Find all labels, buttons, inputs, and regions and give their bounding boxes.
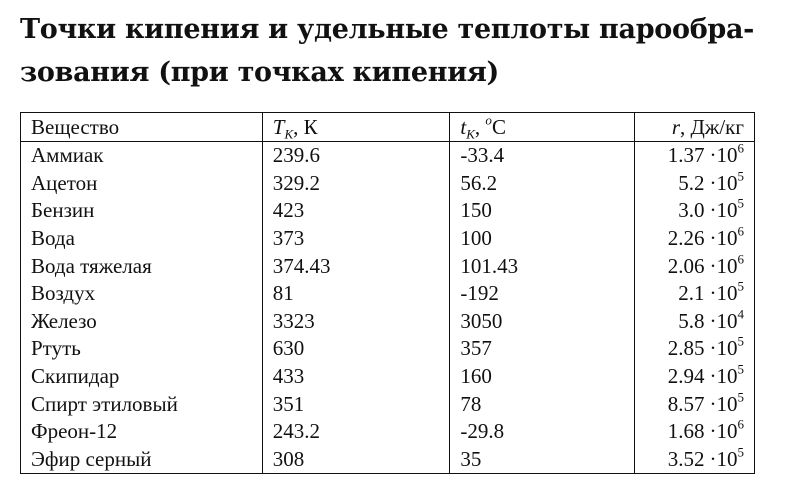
tc-unit: C xyxy=(491,114,506,139)
kelvin-cell: 433 xyxy=(262,363,450,391)
heat-exponent: 5 xyxy=(737,361,744,377)
power-base: ·10 xyxy=(709,143,738,168)
heat-exponent: 6 xyxy=(737,416,744,432)
heat-cell xyxy=(635,335,755,363)
tk-subscript: K xyxy=(284,126,294,142)
power-base: ·10 xyxy=(709,226,738,251)
power-base: ·10 xyxy=(709,336,738,361)
celsius-cell: 150 xyxy=(450,197,635,225)
celsius-cell: 160 xyxy=(450,363,635,391)
heat-exponent: 5 xyxy=(737,333,744,349)
substance-cell: Аммиак xyxy=(21,142,263,170)
heat-cell xyxy=(635,142,755,170)
power-base: ·10 xyxy=(709,281,738,306)
heat-mantissa: 2.1 xyxy=(678,281,705,306)
substance-cell: Ацетон xyxy=(21,170,263,198)
table-row xyxy=(21,335,755,363)
header-substance: Вещество xyxy=(21,113,263,142)
substance-cell: Фреон-12 xyxy=(21,418,263,446)
heat-cell xyxy=(635,225,755,253)
table-row xyxy=(21,363,755,391)
celsius-cell: -33.4 xyxy=(450,142,635,170)
heat-cell xyxy=(635,390,755,418)
tk-unit: , К xyxy=(293,114,318,139)
kelvin-cell: 3323 xyxy=(262,308,450,336)
title-line-1: Точки кипения и удельные теплоты парообра- xyxy=(20,14,755,45)
heat-exponent: 4 xyxy=(737,306,744,322)
heat-mantissa: 2.06 xyxy=(667,253,705,278)
table-body xyxy=(21,142,755,474)
substance-cell: Ртуть xyxy=(21,335,263,363)
heat-cell xyxy=(635,363,755,391)
celsius-cell: 357 xyxy=(450,335,635,363)
heat-exponent: 5 xyxy=(737,195,744,211)
header-celsius-temp xyxy=(450,113,635,142)
power-base: ·10 xyxy=(709,253,738,278)
heat-cell xyxy=(635,252,755,280)
table-row xyxy=(21,280,755,308)
heat-cell xyxy=(635,170,755,198)
title-line-2: зования (при точках кипения) xyxy=(20,57,500,88)
heat-mantissa: 3.0 xyxy=(678,198,705,223)
heat-mantissa: 2.26 xyxy=(667,226,705,251)
table-row xyxy=(21,225,755,253)
table-row xyxy=(21,308,755,336)
heat-mantissa: 1.37 xyxy=(667,143,705,168)
substance-cell: Эфир серный xyxy=(21,446,263,474)
substance-cell: Железо xyxy=(21,308,263,336)
celsius-cell: 35 xyxy=(450,446,635,474)
celsius-cell: 100 xyxy=(450,225,635,253)
power-base: ·10 xyxy=(709,198,738,223)
table-header-row xyxy=(21,113,755,142)
substance-cell: Воздух xyxy=(21,280,263,308)
celsius-cell: 101.43 xyxy=(450,252,635,280)
r-symbol: r xyxy=(671,114,681,139)
r-unit: , Дж/кг xyxy=(680,114,744,139)
kelvin-cell: 308 xyxy=(262,446,450,474)
celsius-cell: -29.8 xyxy=(450,418,635,446)
table-row xyxy=(21,390,755,418)
page-title xyxy=(20,8,790,94)
boiling-points-table xyxy=(20,112,755,474)
heat-cell xyxy=(635,418,755,446)
degree-mark: o xyxy=(485,111,492,127)
power-base: ·10 xyxy=(709,419,738,444)
heat-cell xyxy=(635,446,755,474)
heat-exponent: 5 xyxy=(737,444,744,460)
celsius-cell: -192 xyxy=(450,280,635,308)
heat-mantissa: 5.2 xyxy=(678,170,705,195)
power-base: ·10 xyxy=(709,391,738,416)
heat-exponent: 5 xyxy=(737,388,744,404)
table-row xyxy=(21,252,755,280)
heat-mantissa: 3.52 xyxy=(667,446,705,471)
heat-mantissa: 2.85 xyxy=(667,336,705,361)
celsius-cell: 56.2 xyxy=(450,170,635,198)
heat-exponent: 6 xyxy=(737,140,744,156)
celsius-cell: 78 xyxy=(450,390,635,418)
tc-separator: , xyxy=(474,114,486,139)
heat-cell xyxy=(635,308,755,336)
kelvin-cell: 374.43 xyxy=(262,252,450,280)
header-heat-vaporization xyxy=(635,113,755,142)
heat-mantissa: 1.68 xyxy=(667,419,705,444)
substance-cell: Спирт этиловый xyxy=(21,390,263,418)
power-base: ·10 xyxy=(709,308,738,333)
heat-exponent: 5 xyxy=(737,278,744,294)
kelvin-cell: 239.6 xyxy=(262,142,450,170)
heat-mantissa: 2.94 xyxy=(667,364,705,389)
heat-mantissa: 8.57 xyxy=(667,391,705,416)
table-row xyxy=(21,446,755,474)
kelvin-cell: 373 xyxy=(262,225,450,253)
table-row xyxy=(21,418,755,446)
kelvin-cell: 243.2 xyxy=(262,418,450,446)
heat-cell xyxy=(635,280,755,308)
heat-cell xyxy=(635,197,755,225)
kelvin-cell: 329.2 xyxy=(262,170,450,198)
header-kelvin-temp xyxy=(262,113,450,142)
kelvin-cell: 81 xyxy=(262,280,450,308)
kelvin-cell: 630 xyxy=(262,335,450,363)
tk-symbol: T xyxy=(272,114,285,139)
power-base: ·10 xyxy=(709,446,738,471)
power-base: ·10 xyxy=(709,364,738,389)
table-row xyxy=(21,142,755,170)
heat-exponent: 6 xyxy=(737,250,744,266)
kelvin-cell: 351 xyxy=(262,390,450,418)
kelvin-cell: 423 xyxy=(262,197,450,225)
heat-exponent: 6 xyxy=(737,223,744,239)
tc-symbol: t xyxy=(460,114,467,139)
heat-mantissa: 5.8 xyxy=(678,308,705,333)
substance-cell: Вода xyxy=(21,225,263,253)
heat-exponent: 5 xyxy=(737,168,744,184)
table-row xyxy=(21,170,755,198)
tc-subscript: K xyxy=(466,126,475,142)
substance-cell: Бензин xyxy=(21,197,263,225)
celsius-cell: 3050 xyxy=(450,308,635,336)
substance-cell: Вода тяжелая xyxy=(21,252,263,280)
power-base: ·10 xyxy=(709,170,738,195)
table-row xyxy=(21,197,755,225)
substance-cell: Скипидар xyxy=(21,363,263,391)
